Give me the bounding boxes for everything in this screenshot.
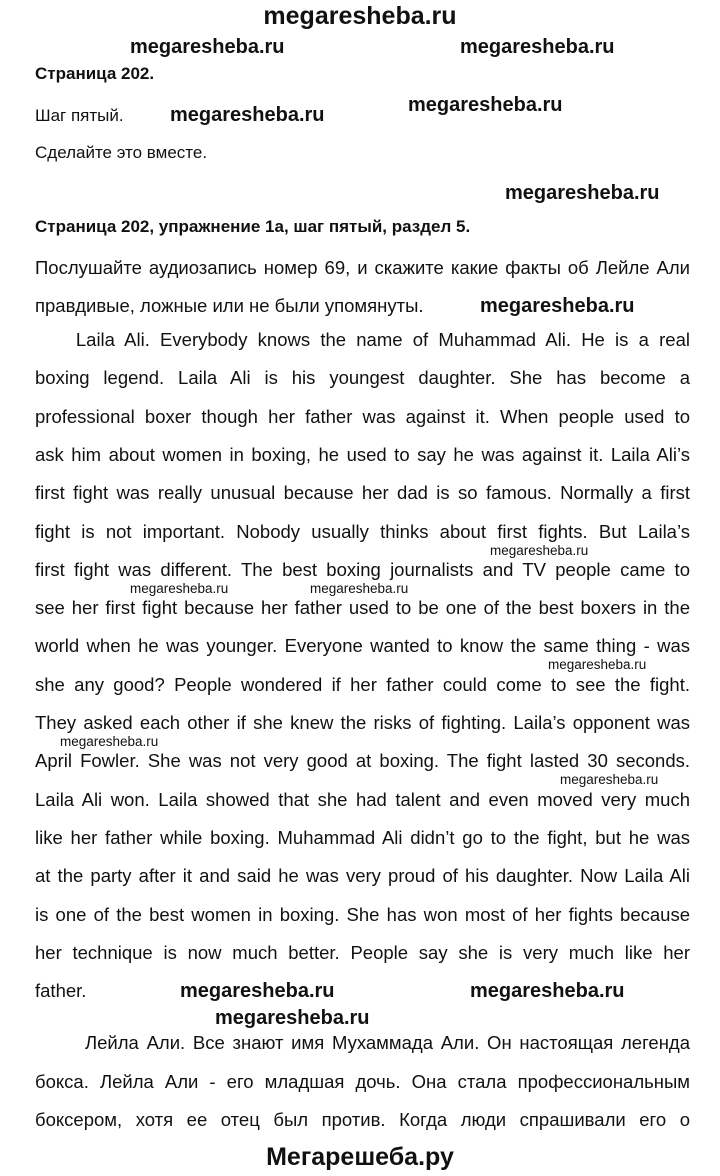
text-line: she any good? People wondered if her father could come to see the fight.: [35, 673, 690, 695]
text-line: бокса. Лейла Али - его младшая дочь. Она стала профессиональным: [35, 1070, 690, 1092]
text-line: Laila Ali won. Laila showed that she had talent and even moved very much: [35, 788, 690, 810]
text-line: first fight was different. The best boxing journalists and TV people came to: [35, 558, 690, 580]
text-line: professional boxer though her father was against it. When people used to: [35, 405, 690, 427]
watermark: megaresheba.ru: [310, 581, 409, 596]
watermark: megaresheba.ru: [480, 295, 635, 317]
watermark: megaresheba.ru: [60, 734, 159, 749]
text-line: ask him about women in boxing, he used to say he was against it. Laila Ali’s: [35, 443, 690, 465]
text-line: April Fowler. She was not very good at boxing. The fight lasted 30 seconds.: [35, 750, 690, 772]
text-line: first fight was really unusual because her dad is so famous. Normally a first: [35, 482, 690, 504]
text-line: Лейла Али. Все знают имя Мухаммада Али. Он настоящая легенда: [85, 1032, 690, 1053]
text-line: Laila Ali. Everybody knows the name of Muhammad Ali. He is a real: [35, 329, 690, 350]
watermark: megaresheba.ru: [215, 1007, 370, 1029]
text-line: her technique is now much better. People say she is very much like her: [35, 941, 690, 963]
text-line: world when he was younger. Everyone wanted to know the same thing - was: [35, 635, 690, 657]
exercise-title: Страница 202, упражнение 1а, шаг пятый, раздел 5.: [35, 217, 471, 236]
text-line: Послушайте аудиозапись номер 69, и скажите какие факты об Лейле Али: [35, 257, 690, 278]
text-line: boxing legend. Laila Ali is his youngest daughter. She has become a: [35, 367, 690, 389]
text-line: правдивые, ложные или не были упомянуты.: [35, 295, 424, 316]
text-line: fight is not important. Nobody usually thinks about first fights. But Laila’s: [35, 520, 690, 542]
page-title: Страница 202.: [35, 64, 155, 83]
watermark: megaresheba.ru: [460, 36, 615, 58]
watermark: megaresheba.ru: [408, 94, 563, 116]
watermark: megaresheba.ru: [180, 980, 335, 1002]
watermark: megaresheba.ru: [505, 182, 660, 204]
text-line: like her father while boxing. Muhammad Ali didn’t go to the fight, but he was: [35, 826, 690, 848]
instruction: Сделайте это вместе.: [35, 143, 208, 162]
site-header: megaresheba.ru: [263, 2, 457, 30]
watermark: megaresheba.ru: [170, 104, 325, 126]
text-line: They asked each other if she knew the risks of fighting. Laila’s opponent was: [35, 712, 690, 733]
watermark: megaresheba.ru: [130, 36, 285, 58]
watermark: megaresheba.ru: [548, 657, 647, 672]
watermark: megaresheba.ru: [470, 980, 625, 1002]
site-footer: Мегарешеба.ру: [266, 1143, 454, 1171]
text-line: father.: [35, 980, 87, 1002]
text-line: боксером, хотя ее отец был против. Когда люди спрашивали его о: [35, 1109, 690, 1130]
watermark: megaresheba.ru: [130, 581, 229, 596]
watermark: megaresheba.ru: [490, 543, 589, 558]
step-label: Шаг пятый.: [35, 106, 124, 125]
text-line: see her first fight because her father used to be one of the best boxers in the: [35, 597, 690, 619]
text-line: at the party after it and said he was very proud of his daughter. Now Laila Ali: [35, 865, 690, 887]
text-line: is one of the best women in boxing. She has won most of her fights because: [35, 903, 690, 925]
watermark: megaresheba.ru: [560, 772, 659, 787]
